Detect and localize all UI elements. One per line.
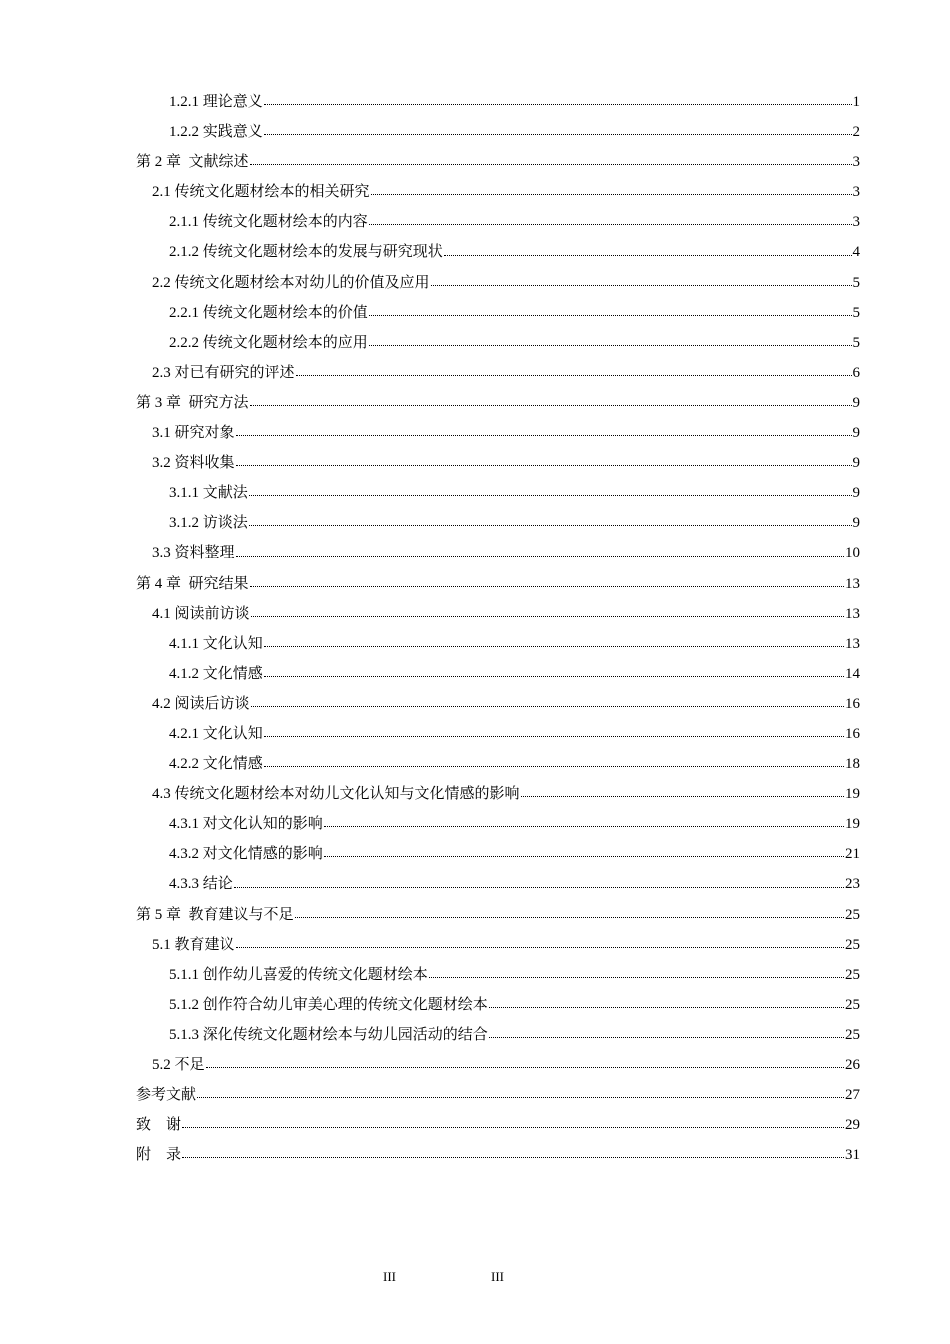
- toc-entry-page-number: 26: [845, 1057, 860, 1073]
- toc-entry[interactable]: [136, 1020, 860, 1050]
- toc-entry[interactable]: [136, 930, 860, 960]
- toc-entry-title: 5.1 教育建议: [152, 936, 235, 953]
- toc-entry-page-number: 13: [845, 575, 860, 592]
- toc-entry-title: 2.3 对已有研究的评述: [152, 364, 295, 381]
- toc-entry-page-number: 9: [852, 394, 860, 411]
- toc-entry-title: 5.2 不足: [152, 1057, 205, 1073]
- toc-dot-leader: [264, 765, 844, 767]
- footer-page-number-left: III: [383, 1269, 396, 1284]
- toc-entry-title: 2.1.2 传统文化题材绘本的发展与研究现状: [169, 244, 443, 261]
- toc-entry[interactable]: [136, 478, 860, 508]
- toc-dot-leader: [182, 1156, 844, 1158]
- toc-entry-page-number: 4: [852, 244, 860, 261]
- toc-entry-page-number: 21: [845, 846, 860, 863]
- toc-entry-title: 1.2.1 理论意义: [169, 94, 263, 110]
- toc-entry-title: 5.1.3 深化传统文化题材绘本与幼儿园活动的结合: [169, 1026, 488, 1043]
- toc-entry-title: 第 5 章 教育建议与不足: [136, 906, 294, 923]
- toc-entry-page-number: 9: [852, 455, 860, 472]
- toc-entry-page-number: 31: [845, 1147, 860, 1164]
- toc-dot-leader: [236, 946, 844, 948]
- toc-dot-leader: [489, 1036, 844, 1038]
- toc-entry-title: 2.2.1 传统文化题材绘本的价值: [169, 304, 368, 321]
- toc-entry-title: 4.2.2 文化情感: [169, 756, 263, 773]
- toc-entry-title: 参考文献: [136, 1087, 197, 1104]
- toc-entry-title: 第 3 章 研究方法: [136, 394, 249, 411]
- toc-dot-leader: [251, 615, 844, 617]
- toc-entry-title: 4.3 传统文化题材绘本对幼儿文化认知与文化情感的影响: [152, 786, 520, 803]
- toc-entry-page-number: 9: [852, 515, 860, 532]
- toc-entry-title: 4.3.3 结论: [169, 876, 233, 893]
- toc-dot-leader: [264, 675, 844, 677]
- toc-dot-leader: [444, 254, 852, 256]
- toc-dot-leader: [182, 1126, 844, 1128]
- toc-entry-title: 附 录: [136, 1147, 182, 1164]
- toc-entry-page-number: 27: [845, 1087, 860, 1104]
- toc-entry[interactable]: [136, 869, 860, 899]
- toc-entry-page-number: 18: [845, 756, 860, 773]
- toc-entry[interactable]: [136, 1110, 860, 1140]
- toc-dot-leader: [369, 223, 852, 225]
- toc-entry[interactable]: [136, 569, 860, 599]
- toc-dot-leader: [369, 314, 852, 316]
- toc-entry[interactable]: [136, 298, 860, 328]
- toc-entry-page-number: 16: [845, 725, 860, 742]
- toc-dot-leader: [234, 886, 844, 888]
- toc-dot-leader: [264, 645, 844, 647]
- toc-entry-title: 4.1.1 文化认知: [169, 635, 263, 652]
- toc-entry-page-number: 29: [845, 1117, 860, 1134]
- toc-entry[interactable]: [136, 418, 860, 448]
- toc-entry-page-number: 3: [852, 184, 860, 201]
- toc-dot-leader: [264, 735, 844, 737]
- toc-entry[interactable]: [136, 1080, 860, 1110]
- toc-entry[interactable]: [136, 629, 860, 659]
- toc-entry[interactable]: [136, 328, 860, 358]
- toc-dot-leader: [429, 976, 844, 978]
- toc-entry-page-number: 13: [845, 635, 860, 652]
- toc-entry-title: 第 4 章 研究结果: [136, 575, 249, 592]
- toc-entry[interactable]: [136, 689, 860, 719]
- toc-dot-leader: [431, 284, 852, 286]
- toc-entry-title: 2.1.1 传统文化题材绘本的内容: [169, 214, 368, 231]
- toc-dot-leader: [324, 855, 844, 857]
- toc-entry-page-number: 9: [852, 485, 860, 502]
- toc-entry-page-number: 3: [852, 214, 860, 231]
- toc-entry-title: 2.1 传统文化题材绘本的相关研究: [152, 184, 370, 201]
- toc-entry-title: 致 谢: [136, 1117, 182, 1134]
- toc-entry-title: 3.3 资料整理: [152, 545, 235, 562]
- toc-entry[interactable]: [136, 1140, 860, 1170]
- toc-entry-page-number: 23: [845, 876, 860, 893]
- toc-entry-page-number: 5: [852, 274, 860, 291]
- toc-entry-page-number: 16: [845, 695, 860, 712]
- toc-dot-leader: [489, 1006, 844, 1008]
- toc-entry[interactable]: [136, 388, 860, 418]
- toc-entry-page-number: 25: [845, 996, 860, 1013]
- toc-dot-leader: [249, 524, 852, 526]
- toc-entry-title: 2.2 传统文化题材绘本对幼儿的价值及应用: [152, 274, 430, 291]
- toc-entry-page-number: 19: [845, 816, 860, 833]
- toc-dot-leader: [236, 434, 852, 436]
- toc-entry-page-number: 5: [852, 334, 860, 351]
- toc-entry[interactable]: [136, 779, 860, 809]
- page-footer: [0, 1269, 950, 1289]
- toc-entry[interactable]: [136, 448, 860, 478]
- toc-entry-title: 3.1 研究对象: [152, 425, 235, 442]
- toc-entry-page-number: 19: [845, 786, 860, 803]
- toc-dot-leader: [324, 825, 844, 827]
- toc-entry[interactable]: [136, 177, 860, 207]
- toc-entry[interactable]: [136, 508, 860, 538]
- toc-entry[interactable]: [136, 1050, 860, 1080]
- toc-entry[interactable]: [136, 87, 860, 117]
- toc-dot-leader: [296, 374, 852, 376]
- toc-entry-title: 3.2 资料收集: [152, 455, 235, 472]
- toc-entry[interactable]: [136, 268, 860, 298]
- toc-entry[interactable]: [136, 538, 860, 568]
- toc-entry-page-number: 13: [845, 605, 860, 622]
- toc-entry[interactable]: [136, 659, 860, 689]
- toc-entry[interactable]: [136, 990, 860, 1020]
- toc-entry-title: 4.2.1 文化认知: [169, 725, 263, 742]
- toc-entry[interactable]: [136, 358, 860, 388]
- toc-dot-leader: [249, 494, 852, 496]
- toc-entry-title: 1.2.2 实践意义: [169, 124, 263, 141]
- toc-dot-leader: [369, 344, 852, 346]
- toc-entry[interactable]: [136, 809, 860, 839]
- toc-dot-leader: [264, 103, 852, 105]
- toc-dot-leader: [250, 163, 852, 165]
- toc-entry[interactable]: [136, 117, 860, 147]
- toc-entry-page-number: 10: [845, 545, 860, 562]
- toc-entry[interactable]: [136, 237, 860, 267]
- toc-entry-title: 2.2.2 传统文化题材绘本的应用: [169, 334, 368, 351]
- toc-entry[interactable]: [136, 900, 860, 930]
- footer-page-number-right: III: [491, 1269, 504, 1284]
- toc-entry[interactable]: [136, 749, 860, 779]
- toc-entry-title: 4.3.2 对文化情感的影响: [169, 846, 323, 863]
- toc-entry[interactable]: [136, 207, 860, 237]
- toc-entry-title: 4.1 阅读前访谈: [152, 605, 250, 622]
- toc-dot-leader: [206, 1066, 844, 1068]
- toc-entry-page-number: 25: [845, 1026, 860, 1043]
- toc-entry[interactable]: [136, 839, 860, 869]
- toc-dot-leader: [236, 464, 852, 466]
- toc-entry[interactable]: [136, 719, 860, 749]
- toc-dot-leader: [371, 193, 852, 195]
- toc-entry[interactable]: [136, 960, 860, 990]
- toc-dot-leader: [251, 705, 844, 707]
- toc-entry-page-number: 5: [852, 304, 860, 321]
- toc-dot-leader: [521, 795, 844, 797]
- toc-entry-title: 4.2 阅读后访谈: [152, 695, 250, 712]
- toc-entry-title: 5.1.1 创作幼儿喜爱的传统文化题材绘本: [169, 966, 428, 983]
- toc-dot-leader: [264, 133, 852, 135]
- toc-dot-leader: [250, 585, 844, 587]
- toc-entry-title: 4.1.2 文化情感: [169, 665, 263, 682]
- toc-entry-page-number: 2: [852, 124, 860, 141]
- toc-entry-title: 3.1.1 文献法: [169, 485, 248, 502]
- toc-dot-leader: [197, 1096, 844, 1098]
- toc-entry-title: 3.1.2 访谈法: [169, 515, 248, 532]
- table-of-contents: [136, 87, 860, 1170]
- toc-dot-leader: [295, 916, 844, 918]
- toc-dot-leader: [236, 555, 844, 557]
- toc-entry-title: 5.1.2 创作符合幼儿审美心理的传统文化题材绘本: [169, 996, 488, 1013]
- toc-entry-page-number: 25: [845, 906, 860, 923]
- toc-entry-title: 4.3.1 对文化认知的影响: [169, 816, 323, 833]
- toc-dot-leader: [250, 404, 852, 406]
- toc-entry-page-number: 3: [852, 154, 860, 171]
- toc-entry-page-number: 6: [852, 364, 860, 381]
- toc-entry-page-number: 25: [845, 936, 860, 953]
- toc-entry-page-number: 14: [845, 665, 860, 682]
- toc-entry-page-number: 1: [852, 94, 860, 110]
- toc-entry-page-number: 25: [845, 966, 860, 983]
- toc-entry-title: 第 2 章 文献综述: [136, 154, 249, 171]
- toc-entry[interactable]: [136, 147, 860, 177]
- toc-entry[interactable]: [136, 599, 860, 629]
- toc-entry-page-number: 9: [852, 425, 860, 442]
